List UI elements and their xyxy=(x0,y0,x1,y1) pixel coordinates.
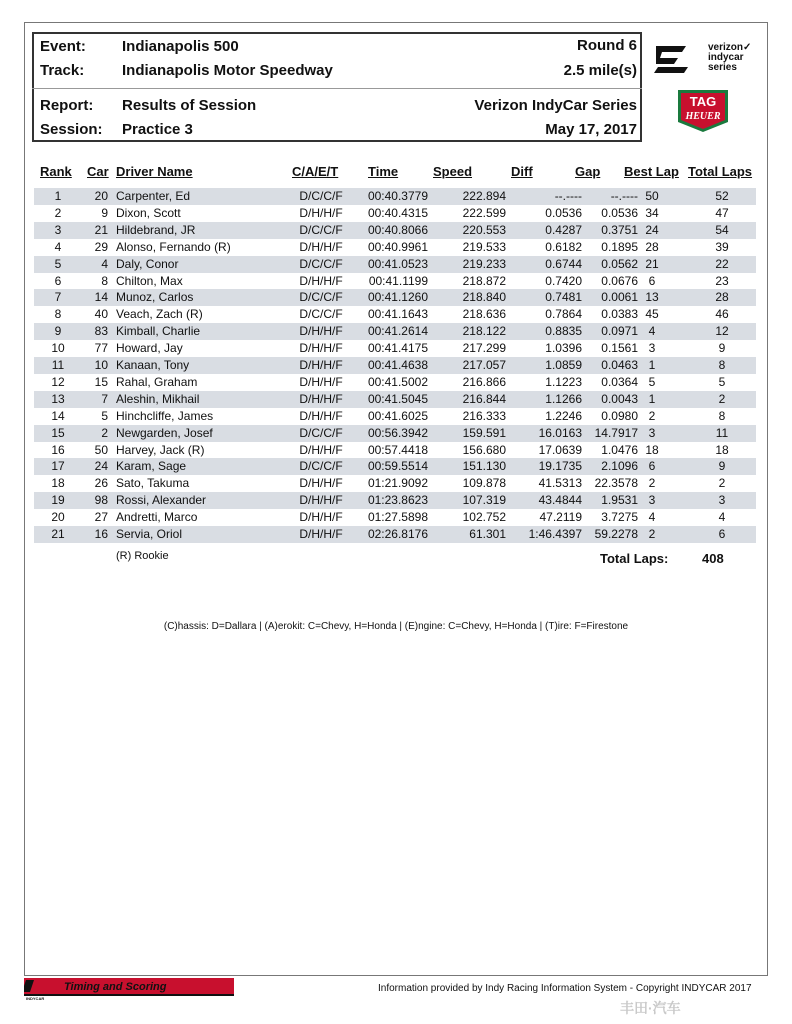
cell-time: 00:41.5045 xyxy=(367,391,428,406)
cell-best-lap: 34 xyxy=(645,205,659,220)
cell-driver: Andretti, Marco xyxy=(116,510,198,525)
table-row xyxy=(34,492,756,509)
cell-car: 10 xyxy=(94,358,108,372)
cell-best-lap: 4 xyxy=(648,324,656,339)
track-label: Track: xyxy=(40,62,85,79)
cell-gap: 1.0476 xyxy=(601,442,638,457)
cell-gap: 14.7917 xyxy=(594,425,638,440)
session-date: May 17, 2017 xyxy=(545,121,637,138)
cell-rank: 13 xyxy=(51,391,65,406)
cell-caet: D/H/H/F xyxy=(299,358,343,372)
cell-diff: --.---- xyxy=(554,189,582,203)
cell-caet: D/C/C/F xyxy=(299,222,343,237)
cell-caet: D/H/H/F xyxy=(299,324,343,339)
cell-time: 00:40.4315 xyxy=(367,205,428,220)
table-row xyxy=(34,306,756,323)
cell-car: 16 xyxy=(94,527,108,541)
cell-speed: 109.878 xyxy=(462,476,506,491)
cell-car: 2 xyxy=(101,425,108,440)
cell-diff: 0.8835 xyxy=(545,324,582,339)
cell-car: 27 xyxy=(94,510,108,525)
cell-rank: 8 xyxy=(54,307,62,322)
cell-speed: 217.299 xyxy=(462,341,506,356)
cell-rank: 7 xyxy=(54,290,62,305)
cell-time: 01:21.9092 xyxy=(367,476,428,491)
cell-total-laps: 23 xyxy=(715,273,729,288)
table-row xyxy=(34,357,756,374)
cell-speed: 151.130 xyxy=(462,459,506,474)
round-value: Round 6 xyxy=(577,37,637,54)
cell-speed: 219.533 xyxy=(462,239,506,254)
cell-total-laps: 9 xyxy=(718,341,726,356)
timing-scoring-logo xyxy=(24,978,234,1000)
table-row xyxy=(34,222,756,239)
cell-best-lap: 24 xyxy=(645,222,659,237)
logo-line-3: series xyxy=(708,62,737,73)
cell-car: 83 xyxy=(94,324,108,339)
series-name: Verizon IndyCar Series xyxy=(474,97,637,114)
cell-total-laps: 39 xyxy=(715,239,729,254)
table-row xyxy=(34,340,756,357)
cell-rank: 2 xyxy=(54,205,62,220)
cell-gap: 1.9531 xyxy=(601,493,638,508)
cell-diff: 1.1223 xyxy=(545,374,582,389)
table-row xyxy=(34,273,756,290)
cell-diff: 0.7864 xyxy=(545,307,582,322)
cell-caet: D/C/C/F xyxy=(299,307,343,322)
cell-caet: D/C/C/F xyxy=(299,256,343,271)
session-value: Practice 3 xyxy=(122,121,193,138)
table-row xyxy=(34,188,756,205)
cell-total-laps: 6 xyxy=(718,527,726,541)
cell-car: 20 xyxy=(94,189,108,203)
cell-caet: D/H/H/F xyxy=(299,476,343,491)
cell-gap: --.---- xyxy=(610,189,638,203)
cell-caet: D/H/H/F xyxy=(299,527,343,541)
cell-total-laps: 18 xyxy=(715,442,729,457)
cell-speed: 156.680 xyxy=(462,442,506,457)
cell-rank: 11 xyxy=(51,358,65,372)
cell-best-lap: 45 xyxy=(645,307,659,322)
cell-total-laps: 46 xyxy=(715,307,729,322)
cell-time: 00:59.5514 xyxy=(367,459,428,474)
table-row xyxy=(34,256,756,273)
table-row xyxy=(34,239,756,256)
timing-scoring-text: Timing and Scoring xyxy=(64,981,167,993)
cell-time: 00:40.9961 xyxy=(367,239,428,254)
cell-best-lap: 21 xyxy=(645,256,659,271)
cell-driver: Newgarden, Josef xyxy=(116,425,213,440)
cell-driver: Veach, Zach (R) xyxy=(116,307,203,322)
cell-caet: D/C/C/F xyxy=(299,459,343,474)
cell-best-lap: 2 xyxy=(648,476,656,491)
track-length: 2.5 mile(s) xyxy=(563,62,637,79)
cell-best-lap: 5 xyxy=(648,374,656,389)
table-row xyxy=(34,442,756,459)
cell-driver: Rahal, Graham xyxy=(116,374,198,389)
cell-car: 7 xyxy=(101,391,108,406)
cell-diff: 47.2119 xyxy=(539,510,582,525)
cell-speed: 217.057 xyxy=(462,358,506,372)
cell-rank: 20 xyxy=(51,510,65,525)
cell-time: 00:41.1199 xyxy=(368,273,428,288)
cell-gap: 22.3578 xyxy=(594,476,638,491)
cell-diff: 17.0639 xyxy=(538,442,582,457)
cell-total-laps: 4 xyxy=(718,510,726,525)
col-rank: Rank xyxy=(40,164,72,179)
cell-driver: Harvey, Jack (R) xyxy=(116,442,205,457)
cell-driver: Karam, Sage xyxy=(116,459,187,474)
cell-caet: D/H/H/F xyxy=(299,391,343,406)
cell-diff: 0.0536 xyxy=(545,205,582,220)
cell-rank: 6 xyxy=(54,273,62,288)
cell-diff: 16.0163 xyxy=(538,425,582,440)
cell-driver: Rossi, Alexander xyxy=(116,493,207,508)
cell-car: 50 xyxy=(94,442,108,457)
cell-total-laps: 9 xyxy=(718,459,726,474)
cell-diff: 41.5313 xyxy=(538,476,582,491)
cell-diff: 1.0396 xyxy=(545,341,582,356)
cell-time: 00:41.4175 xyxy=(367,341,428,356)
cell-gap: 0.1561 xyxy=(601,341,638,356)
col-caet: C/A/E/T xyxy=(292,164,339,179)
report-label: Report: xyxy=(40,97,94,114)
cell-driver: Sato, Takuma xyxy=(116,476,190,491)
cell-gap: 0.0980 xyxy=(601,408,638,423)
table-row xyxy=(34,205,756,222)
cell-time: 00:41.6025 xyxy=(367,408,428,423)
cell-car: 24 xyxy=(94,459,108,474)
cell-best-lap: 1 xyxy=(648,358,656,372)
cell-diff: 1:46.4397 xyxy=(528,527,582,541)
cell-time: 00:40.8066 xyxy=(367,222,428,237)
col-best-lap: Best Lap xyxy=(624,164,679,179)
cell-caet: D/C/C/F xyxy=(299,290,343,305)
cell-best-lap: 2 xyxy=(648,408,656,423)
cell-best-lap: 3 xyxy=(648,341,656,356)
cell-driver: Kanaan, Tony xyxy=(116,358,190,372)
cell-total-laps: 2 xyxy=(718,391,726,406)
cell-diff: 1.0859 xyxy=(545,358,582,372)
cell-best-lap: 6 xyxy=(648,459,656,474)
cell-car: 8 xyxy=(101,273,108,288)
cell-driver: Munoz, Carlos xyxy=(116,290,194,305)
cell-speed: 218.122 xyxy=(462,324,506,339)
cell-driver: Dixon, Scott xyxy=(116,205,181,220)
cell-diff: 43.4844 xyxy=(538,493,582,508)
track-value: Indianapolis Motor Speedway xyxy=(122,62,333,79)
watermark: 丰田·汽车 xyxy=(620,1000,681,1016)
cell-rank: 10 xyxy=(51,341,65,356)
cell-gap: 0.0043 xyxy=(601,391,638,406)
table-row xyxy=(34,323,756,340)
cell-time: 00:41.1643 xyxy=(367,307,428,322)
cell-car: 5 xyxy=(101,408,108,423)
cell-time: 02:26.8176 xyxy=(367,527,428,541)
col-driver: Driver Name xyxy=(116,164,193,179)
cell-total-laps: 47 xyxy=(715,205,729,220)
cell-car: 4 xyxy=(101,256,108,271)
cell-rank: 18 xyxy=(51,476,65,491)
indycar-small-text: INDYCAR xyxy=(26,996,45,1000)
cell-total-laps: 3 xyxy=(718,493,726,508)
table-row xyxy=(34,526,756,543)
cell-diff: 0.4287 xyxy=(545,222,582,237)
cell-total-laps: 2 xyxy=(718,476,726,491)
cell-rank: 19 xyxy=(51,493,65,508)
cell-gap: 0.0061 xyxy=(601,290,638,305)
cell-gap: 0.1895 xyxy=(601,239,638,254)
table-row xyxy=(34,425,756,442)
footer-info: Information provided by Indy Racing Information System - Copyright INDYCAR 2017 xyxy=(378,983,752,994)
cell-gap: 0.0536 xyxy=(601,205,638,220)
cell-speed: 107.319 xyxy=(462,493,506,508)
total-laps-label: Total Laps: xyxy=(600,551,669,566)
table-row xyxy=(34,374,756,391)
cell-caet: D/H/H/F xyxy=(299,408,343,423)
cell-best-lap: 3 xyxy=(648,493,656,508)
col-car: Car xyxy=(87,164,109,179)
cell-driver: Carpenter, Ed xyxy=(116,189,191,203)
cell-time: 00:41.0523 xyxy=(367,256,428,271)
cell-gap: 0.3751 xyxy=(601,222,638,237)
cell-rank: 4 xyxy=(54,239,62,254)
cell-rank: 1 xyxy=(54,189,62,203)
cell-caet: D/H/H/F xyxy=(299,442,343,457)
verizon-indycar-logo xyxy=(652,40,762,76)
cell-speed: 216.866 xyxy=(462,374,506,389)
cell-speed: 102.752 xyxy=(462,510,506,525)
cell-speed: 220.553 xyxy=(462,222,506,237)
cell-time: 00:57.4418 xyxy=(367,442,428,457)
cell-driver: Chilton, Max xyxy=(116,273,183,288)
cell-rank: 14 xyxy=(51,408,65,423)
table-row xyxy=(34,289,756,306)
cell-gap: 0.0676 xyxy=(601,273,638,288)
table-row xyxy=(34,391,756,408)
cell-gap: 0.0971 xyxy=(601,324,638,339)
heuer-text: HEUER xyxy=(685,111,721,122)
cell-rank: 9 xyxy=(54,324,62,339)
cell-driver: Alonso, Fernando (R) xyxy=(116,239,231,254)
cell-total-laps: 8 xyxy=(718,358,726,372)
cell-time: 00:41.4638 xyxy=(367,358,428,372)
cell-time: 00:41.1260 xyxy=(367,290,428,305)
cell-caet: D/H/H/F xyxy=(299,493,343,508)
cell-total-laps: 52 xyxy=(715,189,729,203)
cell-car: 26 xyxy=(94,476,108,491)
cell-caet: D/H/H/F xyxy=(299,273,343,288)
cell-diff: 1.1266 xyxy=(545,391,582,406)
cell-diff: 0.7481 xyxy=(545,290,582,305)
cell-gap: 2.1096 xyxy=(601,459,638,474)
event-value: Indianapolis 500 xyxy=(122,38,239,55)
cell-rank: 17 xyxy=(51,459,65,474)
cell-total-laps: 12 xyxy=(715,324,729,339)
cell-driver: Kimball, Charlie xyxy=(116,324,201,339)
cell-car: 21 xyxy=(94,222,108,237)
logo-line-1: verizon✓ xyxy=(708,42,752,53)
cell-time: 00:56.3942 xyxy=(367,425,428,440)
cell-driver: Daly, Conor xyxy=(116,256,179,271)
cell-best-lap: 28 xyxy=(645,239,659,254)
event-label: Event: xyxy=(40,38,86,55)
total-laps-value: 408 xyxy=(702,551,724,566)
table-row xyxy=(34,509,756,526)
cell-total-laps: 54 xyxy=(715,222,729,237)
cell-car: 40 xyxy=(94,307,108,322)
cell-gap: 59.2278 xyxy=(594,527,638,541)
header-divider xyxy=(32,88,642,89)
table-row xyxy=(34,408,756,425)
cell-gap: 3.7275 xyxy=(601,510,638,525)
cell-speed: 218.636 xyxy=(462,307,506,322)
cell-speed: 218.840 xyxy=(462,290,506,305)
cell-speed: 159.591 xyxy=(462,425,506,440)
cell-caet: D/H/H/F xyxy=(299,341,343,356)
cell-best-lap: 4 xyxy=(648,510,656,525)
cell-car: 9 xyxy=(101,205,108,220)
cell-speed: 218.872 xyxy=(462,273,506,288)
cell-rank: 12 xyxy=(51,374,65,389)
cell-rank: 21 xyxy=(51,527,65,541)
cell-rank: 3 xyxy=(54,222,62,237)
cell-best-lap: 13 xyxy=(645,290,659,305)
cell-total-laps: 8 xyxy=(718,408,726,423)
cell-diff: 19.1735 xyxy=(538,459,582,474)
cell-car: 29 xyxy=(94,239,108,254)
logo-line-2: indycar xyxy=(708,52,744,63)
cell-rank: 5 xyxy=(54,256,62,271)
cell-rank: 15 xyxy=(51,425,65,440)
cell-gap: 0.0463 xyxy=(601,358,638,372)
cell-best-lap: 18 xyxy=(645,442,659,457)
cell-gap: 0.0364 xyxy=(601,374,638,389)
cell-gap: 0.0562 xyxy=(601,256,638,271)
cell-gap: 0.0383 xyxy=(601,307,638,322)
cell-time: 00:40.3779 xyxy=(367,189,428,203)
col-time: Time xyxy=(368,164,399,179)
cell-driver: Hildebrand, JR xyxy=(116,222,196,237)
cell-car: 14 xyxy=(94,290,108,305)
session-label: Session: xyxy=(40,121,103,138)
col-diff: Diff xyxy=(511,164,533,179)
cell-best-lap: 3 xyxy=(648,425,656,440)
cell-total-laps: 22 xyxy=(715,256,729,271)
cell-speed: 216.844 xyxy=(462,391,506,406)
cell-best-lap: 6 xyxy=(648,273,656,288)
cell-speed: 222.894 xyxy=(462,189,506,203)
rookie-note: (R) Rookie xyxy=(116,550,169,562)
cell-best-lap: 2 xyxy=(648,527,656,541)
cell-speed: 219.233 xyxy=(462,256,506,271)
cell-speed: 61.301 xyxy=(469,527,506,541)
col-gap: Gap xyxy=(575,164,601,179)
cell-time: 00:41.2614 xyxy=(367,324,428,339)
cell-total-laps: 5 xyxy=(718,374,726,389)
cell-driver: Howard, Jay xyxy=(116,341,183,356)
cell-best-lap: 50 xyxy=(645,189,659,203)
cell-rank: 16 xyxy=(51,442,65,457)
cell-car: 77 xyxy=(94,341,108,356)
col-speed: Speed xyxy=(433,164,473,179)
cell-total-laps: 28 xyxy=(715,290,729,305)
cell-caet: D/C/C/F xyxy=(299,425,343,440)
cell-diff: 0.6744 xyxy=(545,256,582,271)
cell-caet: D/H/H/F xyxy=(299,205,343,220)
cell-diff: 1.2246 xyxy=(545,408,582,423)
cell-caet: D/C/C/F xyxy=(299,189,343,203)
report-value: Results of Session xyxy=(122,97,257,114)
tag-text: TAG xyxy=(689,94,717,109)
cell-diff: 0.7420 xyxy=(545,273,582,288)
cell-caet: D/H/H/F xyxy=(299,239,343,254)
cell-speed: 222.599 xyxy=(462,205,506,220)
col-total-laps: Total Laps xyxy=(688,164,753,179)
table-row xyxy=(34,475,756,492)
code-legend: (C)hassis: D=Dallara | (A)erokit: C=Chevy, H=Honda | (E)ngine: C=Chevy, H=Honda | (T)ire: F=Firestone xyxy=(163,621,629,632)
cell-driver: Hinchcliffe, James xyxy=(116,408,214,423)
cell-time: 01:23.8623 xyxy=(367,493,428,508)
cell-driver: Servia, Oriol xyxy=(116,527,183,541)
cell-diff: 0.6182 xyxy=(545,239,582,254)
tag-heuer-logo xyxy=(676,88,730,134)
cell-driver: Aleshin, Mikhail xyxy=(116,391,200,406)
cell-speed: 216.333 xyxy=(462,408,506,423)
cell-time: 00:41.5002 xyxy=(367,374,428,389)
cell-car: 98 xyxy=(94,493,108,508)
cell-car: 15 xyxy=(94,374,108,389)
cell-best-lap: 1 xyxy=(648,391,656,406)
cell-time: 01:27.5898 xyxy=(367,510,428,525)
cell-total-laps: 11 xyxy=(715,425,729,440)
cell-caet: D/H/H/F xyxy=(299,374,343,389)
cell-caet: D/H/H/F xyxy=(299,510,343,525)
table-row xyxy=(34,458,756,475)
